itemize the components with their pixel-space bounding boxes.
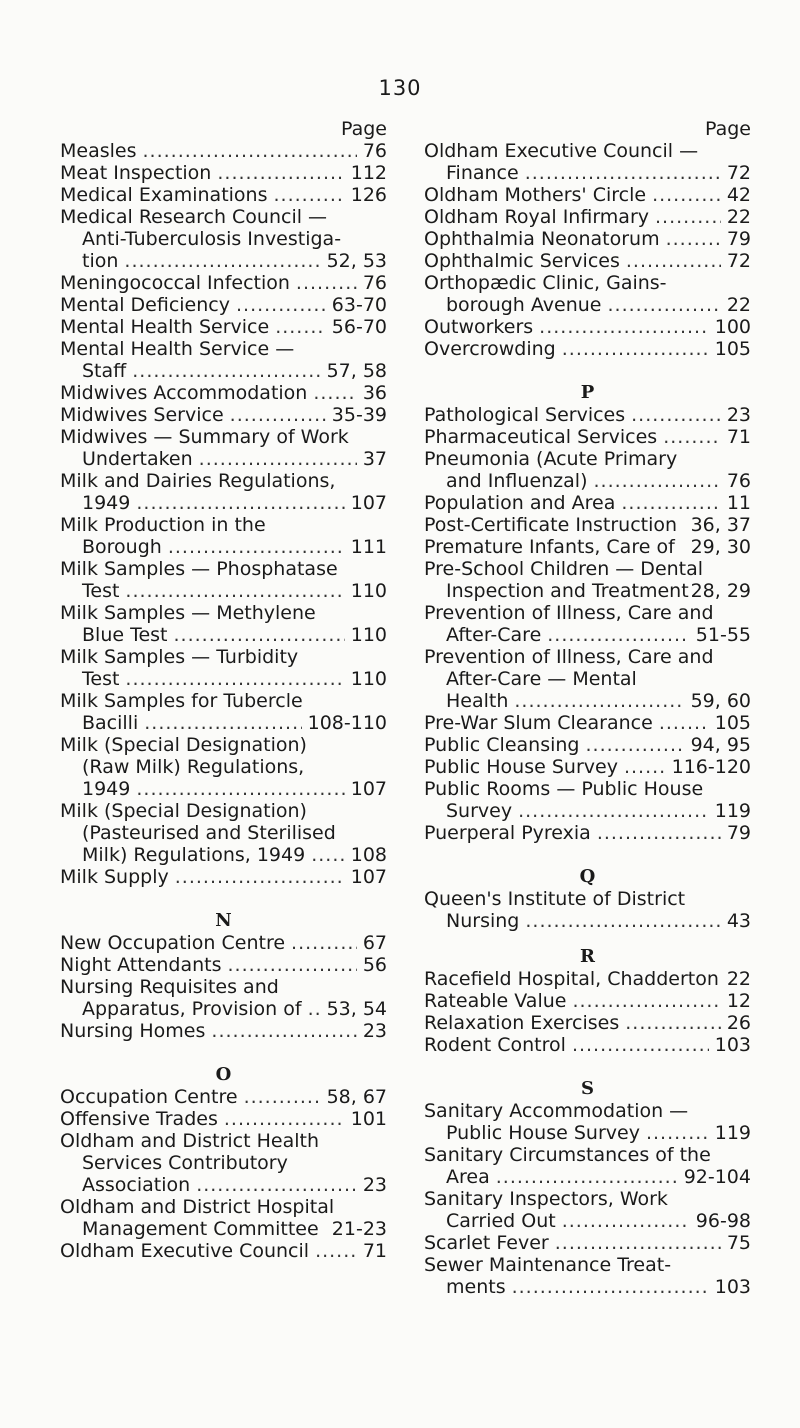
index-entry-milk-tubercle: Milk Samples for Tubercle Bacilli ..... 108-110	[60, 690, 387, 734]
index-entry-mental-health-staff: Mental Health Service — Staff ..... 57, 58	[60, 338, 387, 382]
index-entry-sanitary-circumstances: Sanitary Circumstances of the Area ..... 92-104	[424, 1144, 751, 1188]
section-letter-q: Q	[579, 866, 596, 887]
index-entry-puerperal-pyrexia: Puerperal Pyrexia ..... 79	[424, 822, 751, 844]
page-number: 130	[378, 76, 422, 100]
index-entry-ophthalmic-services: Ophthalmic Services ..... 72	[424, 250, 751, 272]
index-entry-pre-school-children: Pre-School Children — Dental Inspection and Treatment 28, 29	[424, 558, 751, 602]
index-entry-milk-pasteurised-regulations: Milk (Special Designation) (Pasteurised and Sterilised Milk) Regulations, 1949 ..... 108	[60, 800, 387, 866]
index-entry-mental-health-service: Mental Health Service ..... 56-70	[60, 316, 387, 338]
index-entry-post-certificate: Post-Certificate Instruction 36, 37	[424, 514, 751, 536]
index-entry-measles: Measles ..... 76	[60, 140, 387, 162]
index-entry-milk-phosphatase: Milk Samples — Phosphatase Test ..... 110	[60, 558, 387, 602]
index-entry-oldham-executive-council: Oldham Executive Council ..... 71	[60, 1240, 387, 1262]
page-column-header: Page	[705, 118, 751, 140]
index-entry-midwives-summary: Midwives — Summary of Work Undertaken ..... 37	[60, 426, 387, 470]
index-entry-prevention-illness: Prevention of Illness, Care and After-Care ..... 51-55	[424, 602, 751, 646]
section-letter-r: R	[580, 946, 595, 967]
index-entry-sanitary-inspectors: Sanitary Inspectors, Work Carried Out ..... 96-98	[424, 1188, 751, 1232]
index-entry-nursing-requisites: Nursing Requisites and Apparatus, Provision of ..... 53, 54	[60, 976, 387, 1020]
index-entry-outworkers: Outworkers ..... 100	[424, 316, 751, 338]
index-entry-meningococcal-infection: Meningococcal Infection ..... 76	[60, 272, 387, 294]
index-entry-sewer-maintenance: Sewer Maintenance Treat- ments ..... 103	[424, 1254, 751, 1298]
index-entry-meat-inspection: Meat Inspection ..... 112	[60, 162, 387, 184]
index-entry-pre-war-slum: Pre-War Slum Clearance ..... 105	[424, 712, 751, 734]
index-entry-nursing-homes: Nursing Homes ..... 23	[60, 1020, 387, 1042]
section-letter-o: O	[215, 1064, 232, 1085]
index-entry-oldham-mothers-circle: Oldham Mothers' Circle ..... 42	[424, 184, 751, 206]
section-letter-s: S	[581, 1078, 594, 1099]
index-entry-overcrowding: Overcrowding ..... 105	[424, 338, 751, 360]
index-entry-public-house-survey: Public House Survey ..... 116-120	[424, 756, 751, 778]
index-entry-queens-institute: Queen's Institute of District Nursing ..... 43	[424, 888, 751, 932]
section-letter-p: P	[580, 382, 595, 403]
index-entry-mental-deficiency: Mental Deficiency ..... 63-70	[60, 294, 387, 316]
index-entry-scarlet-fever: Scarlet Fever ..... 75	[424, 1232, 751, 1254]
index-entry-milk-methylene: Milk Samples — Methylene Blue Test ..... 110	[60, 602, 387, 646]
index-entry-prevention-mental-health: Prevention of Illness, Care and After-Care — Mental Health ..... 59, 60	[424, 646, 751, 712]
index-entry-oldham-health-services: Oldham and District Health Services Contributory Association ..... 23	[60, 1130, 387, 1196]
index-entry-offensive-trades: Offensive Trades ..... 101	[60, 1108, 387, 1130]
index-entry-medical-examinations: Medical Examinations ..... 126	[60, 184, 387, 206]
index-entry-new-occupation-centre: New Occupation Centre ..... 67	[60, 932, 387, 954]
index-entry-oldham-hospital-committee: Oldham and District Hospital Management Committee ..... 21-23	[60, 1196, 387, 1240]
index-entry-pharmaceutical-services: Pharmaceutical Services ..... 71	[424, 426, 751, 448]
index-column-left	[60, 118, 387, 1262]
index-entry-midwives-service: Midwives Service ..... 35-39	[60, 404, 387, 426]
index-entry-rodent-control: Rodent Control ..... 103	[424, 1034, 751, 1056]
index-entry-racefield-hospital: Racefield Hospital, Chadderton 22	[424, 968, 751, 990]
index-entry-medical-research-council: Medical Research Council — Anti-Tuberculosis Investiga- tion ..... 52, 53	[60, 206, 387, 272]
index-entry-milk-supply: Milk Supply ..... 107	[60, 866, 387, 888]
index-entry-orthopaedic-clinic: Orthopædic Clinic, Gains- borough Avenue ..... 22	[424, 272, 751, 316]
index-entry-relaxation-exercises: Relaxation Exercises ..... 26	[424, 1012, 751, 1034]
index-entry-oldham-exec-finance: Oldham Executive Council — Finance ..... 72	[424, 140, 751, 184]
index-entry-milk-turbidity: Milk Samples — Turbidity Test ..... 110	[60, 646, 387, 690]
index-column-right	[424, 118, 751, 1298]
index-entry-midwives-accommodation: Midwives Accommodation ..... 36	[60, 382, 387, 404]
index-entry-pneumonia: Pneumonia (Acute Primary and Influenzal) ..... 76	[424, 448, 751, 492]
section-letter-n: N	[215, 910, 232, 931]
index-entry-public-rooms: Public Rooms — Public House Survey ..... 119	[424, 778, 751, 822]
page-column-header: Page	[341, 118, 387, 140]
index-entry-night-attendants: Night Attendants ..... 56	[60, 954, 387, 976]
index-entry-ophthalmia-neonatorum: Ophthalmia Neonatorum ..... 79	[424, 228, 751, 250]
index-entry-milk-dairies-regulations: Milk and Dairies Regulations, 1949 ..... 107	[60, 470, 387, 514]
index-entry-occupation-centre: Occupation Centre ..... 58, 67	[60, 1086, 387, 1108]
index-entry-milk-production: Milk Production in the Borough ..... 111	[60, 514, 387, 558]
index-entry-milk-raw-regulations: Milk (Special Designation) (Raw Milk) Regulations, 1949 ..... 107	[60, 734, 387, 800]
index-entry-pathological-services: Pathological Services ..... 23	[424, 404, 751, 426]
index-entry-population-area: Population and Area ..... 11	[424, 492, 751, 514]
index-entry-oldham-royal-infirmary: Oldham Royal Infirmary ..... 22	[424, 206, 751, 228]
index-entry-public-cleansing: Public Cleansing ..... 94, 95	[424, 734, 751, 756]
index-entry-sanitary-accommodation: Sanitary Accommodation — Public House Survey ..... 119	[424, 1100, 751, 1144]
index-entry-rateable-value: Rateable Value ..... 12	[424, 990, 751, 1012]
index-entry-premature-infants: Premature Infants, Care of 29, 30	[424, 536, 751, 558]
